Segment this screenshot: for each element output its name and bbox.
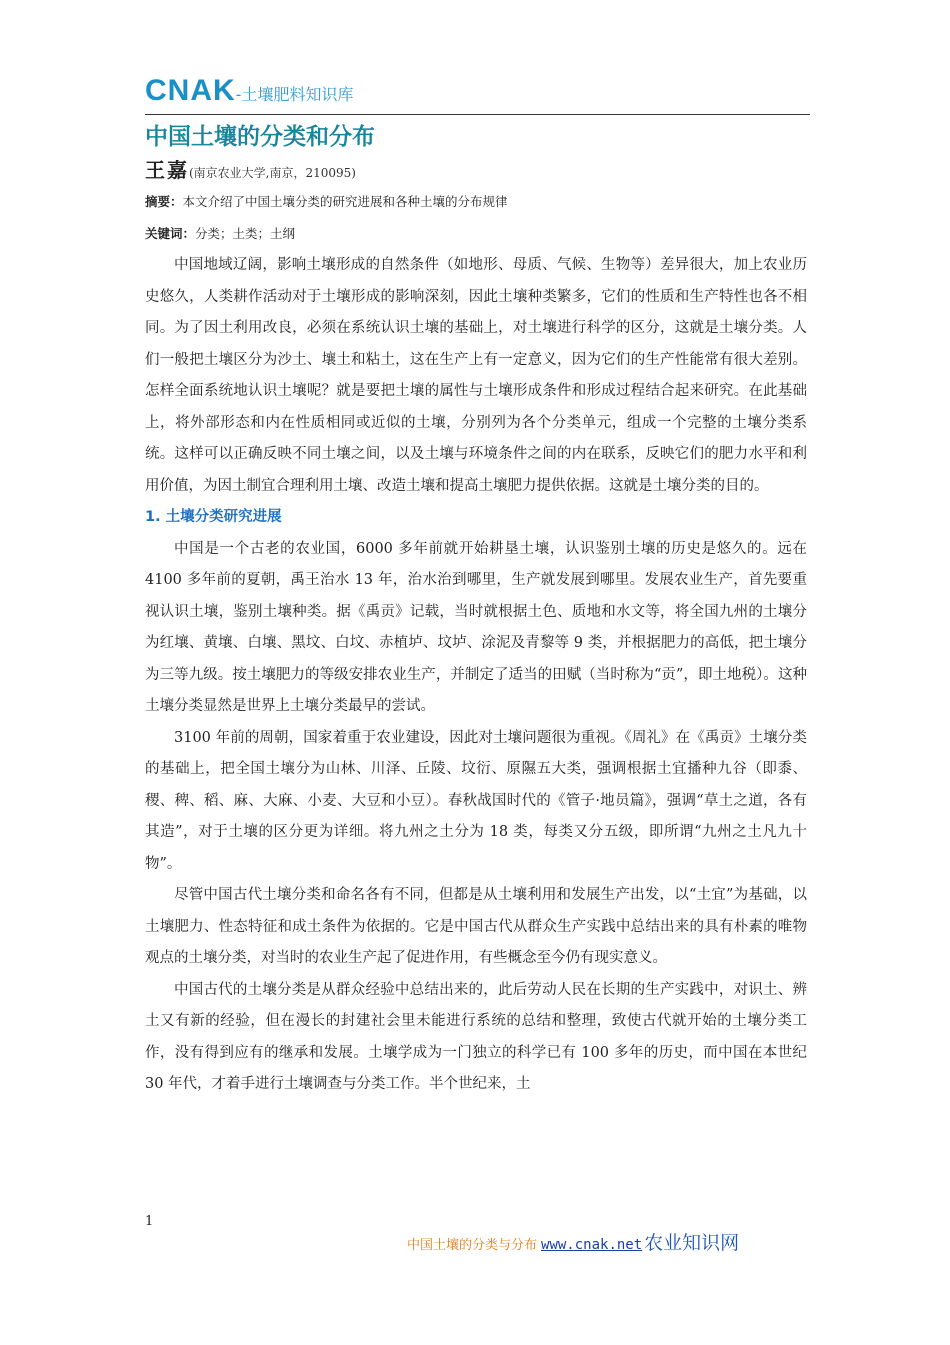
abstract-text: 本文介绍了中国土壤分类的研究进展和各种土壤的分布规律	[182, 194, 508, 209]
page-number: 1	[145, 1214, 154, 1229]
abstract	[145, 192, 508, 210]
keywords-text: 分类；土类；土纲	[195, 226, 296, 241]
intro-paragraph: 中国地域辽阔，影响土壤形成的自然条件（如地形、母质、气候、生物等）差异很大，加上农业历史悠久，人类耕作活动对于土壤形成的影响深刻，因此土壤种类繁多，它们的性质和生产特性也各不相同。为了因土利用改良，必须在系统认识土壤的基础上，对土壤进行科学的区分，这就是土壤分类。人们一般把土壤区分为沙土、壤土和粘土，这在生产上有一定意义，因为它们的生产性能常有很大差别。怎样全面系统地认识土壤呢？就是要把土壤的属性与土壤形成条件和形成过程结合起来研究。在此基础上，将外部形态和内在性质相同或近似的土壤，分别列为各个分类单元，组成一个完整的土壤分类系统。这样可以正确反映不同土壤之间，以及土壤与环境条件之间的内在联系，反映它们的肥力水平和利用价值，为因土制宜合理利用土壤、改造土壤和提高土壤肥力提供依据。这就是土壤分类的目的。	[145, 257, 807, 494]
abstract-label: 摘要：	[145, 194, 183, 209]
article-body	[145, 250, 807, 1101]
brand-tagline: -土壤肥料知识库	[235, 85, 354, 104]
section-heading: 1. 土壤分类研究进展	[145, 509, 282, 525]
article-title: 中国土壤的分类和分布	[145, 124, 375, 150]
footer-url-link[interactable]: www.cnak.net	[541, 1237, 643, 1253]
footer-doc-title: 中国土壤的分类与分布	[407, 1238, 538, 1253]
author-affiliation: (南京农业大学,南京，210095)	[189, 166, 356, 180]
body-paragraph: 中国古代的土壤分类是从群众经验中总结出来的，此后劳动人民在长期的生产实践中，对识土、辨土又有新的经验，但在漫长的封建社会里未能进行系统的总结和整理，致使古代就开始的土壤分类工作，没有得到应有的继承和发展。土壤学成为一门独立的科学已有 100 多年的历史，而中国在本世纪 30 年代，才着手进行土壤调查与分类工作。半个世纪来，土	[145, 981, 807, 1092]
keywords-label: 关键词：	[145, 226, 196, 241]
cnak-logo: CNAK	[145, 74, 236, 107]
brand	[145, 74, 353, 108]
body-paragraph: 尽管中国古代土壤分类和命名各有不同，但都是从土壤利用和发展生产出发，以“土宜”为基础，以土壤肥力、性态特征和成土条件为依据的。它是中国古代从群众生产实践中总结出来的具有朴素的唯物观点的土壤分类，对当时的农业生产起了促进作用，有些概念至今仍有现实意义。	[145, 887, 807, 966]
author-line	[145, 154, 356, 183]
author-name: 王嘉	[145, 158, 189, 182]
header-divider	[145, 114, 810, 115]
page-footer	[407, 1228, 739, 1255]
body-paragraph: 3100 年前的周朝，国家着重于农业建设，因此对土壤问题很为重视。《周礼》在《禹贡》土壤分类的基础上，把全国土壤分为山林、川泽、丘陵、坟衍、原隰五大类，强调根据土宜播种九谷（即黍、稷、稗、稻、麻、大麻、小麦、大豆和小豆）。春秋战国时代的《管子·地员篇》，强调“草土之道，各有其造”，对于土壤的区分更为详细。将九州之土分为 18 类，每类又分五级，即所谓“九州之土凡九十物”。	[145, 729, 807, 872]
footer-site-name: 农业知识网	[644, 1232, 740, 1254]
body-paragraph: 中国是一个古老的农业国，6000 多年前就开始耕垦土壤，认识鉴别土壤的历史是悠久的。远在 4100 多年前的夏朝，禹王治水 13 年，治水治到哪里，生产就发展到哪里。发展农业生产，首先要重视认识土壤，鉴别土壤种类。据《禹贡》记载，当时就根据土色、质地和水文等，将全国九州的土壤分为红壤、黄壤、白壤、黑坟、白坟、赤植垆、坟垆、涂泥及青黎等 9 类，并根据肥力的高低，把土壤分为三等九级。按土壤肥力的等级安排农业生产，并制定了适当的田赋（当时称为“贡”，即土地税）。这种土壤分类显然是世界上土壤分类最早的尝试。	[145, 540, 807, 714]
keywords	[145, 224, 295, 242]
page-header	[145, 74, 810, 114]
